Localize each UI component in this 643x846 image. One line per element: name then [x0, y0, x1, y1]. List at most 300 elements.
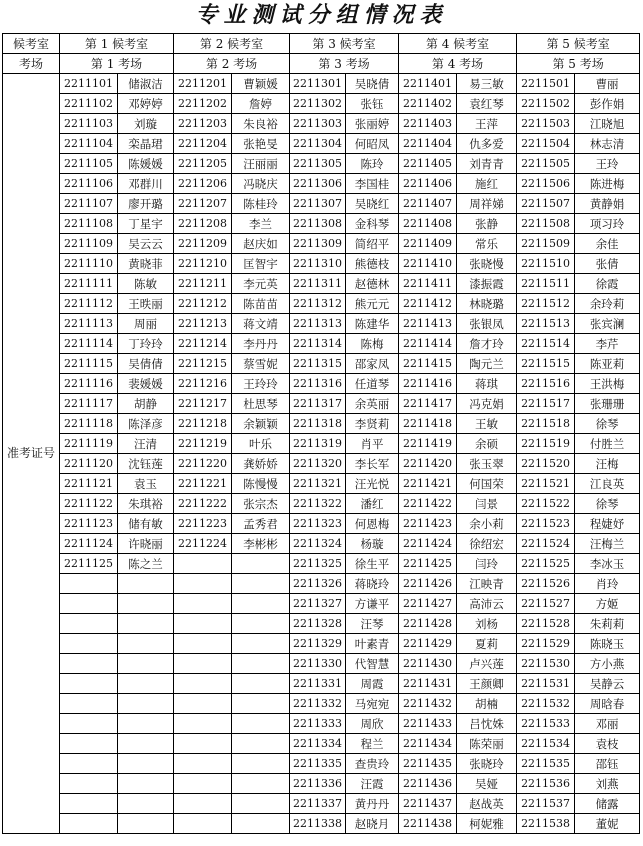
candidate-name-cell: 周欣 — [346, 714, 399, 734]
table-row — [3, 174, 640, 194]
ticket-number-cell: 2211328 — [290, 614, 346, 634]
ticket-number-cell: 2211507 — [517, 194, 575, 214]
ticket-number-cell: 2211218 — [174, 414, 232, 434]
ticket-number-cell: 2211329 — [290, 634, 346, 654]
ticket-number-cell: 2211121 — [60, 474, 118, 494]
candidate-name-cell: 吴云云 — [118, 234, 174, 254]
table-row — [3, 454, 640, 474]
ticket-number-cell: 2211528 — [517, 614, 575, 634]
candidate-name-cell: 熊德枝 — [346, 254, 399, 274]
ticket-number-cell: 2211309 — [290, 234, 346, 254]
ticket-number-cell: 2211520 — [517, 454, 575, 474]
candidate-name-cell: 匡智宇 — [232, 254, 290, 274]
candidate-name-cell: 余小莉 — [457, 514, 517, 534]
candidate-name-cell: 江映青 — [457, 574, 517, 594]
ticket-number-cell — [60, 814, 118, 834]
waiting-room-header: 第 4 候考室 — [399, 34, 517, 54]
ticket-number-cell: 2211511 — [517, 274, 575, 294]
exam-room-header: 第 4 考场 — [399, 54, 517, 74]
ticket-number-cell: 2211420 — [399, 454, 457, 474]
ticket-number-cell: 2211326 — [290, 574, 346, 594]
candidate-name-cell: 余硕 — [457, 434, 517, 454]
candidate-name-cell: 赵庆如 — [232, 234, 290, 254]
candidate-name-cell: 王颜卿 — [457, 674, 517, 694]
candidate-name-cell: 徐绍宏 — [457, 534, 517, 554]
table-row — [3, 554, 640, 574]
candidate-name-cell: 赵战英 — [457, 794, 517, 814]
ticket-number-cell: 2211110 — [60, 254, 118, 274]
ticket-number-cell: 2211101 — [60, 74, 118, 94]
candidate-name-cell: 徐琴 — [575, 494, 640, 514]
candidate-name-cell: 张珊珊 — [575, 394, 640, 414]
ticket-number-cell: 2211216 — [174, 374, 232, 394]
ticket-number-cell: 2211321 — [290, 474, 346, 494]
ticket-number-cell: 2211509 — [517, 234, 575, 254]
candidate-name-cell: 朱琪裕 — [118, 494, 174, 514]
candidate-name-cell: 柯妮雅 — [457, 814, 517, 834]
ticket-number-cell: 2211538 — [517, 814, 575, 834]
table-row — [3, 254, 640, 274]
candidate-name-cell: 蒋琪 — [457, 374, 517, 394]
candidate-name-cell — [232, 794, 290, 814]
candidate-name-cell: 黄静娟 — [575, 194, 640, 214]
ticket-number-cell: 2211116 — [60, 374, 118, 394]
ticket-number-cell: 2211510 — [517, 254, 575, 274]
ticket-number-cell: 2211404 — [399, 134, 457, 154]
candidate-name-cell: 周祥娣 — [457, 194, 517, 214]
ticket-number-cell: 2211102 — [60, 94, 118, 114]
ticket-number-cell: 2211414 — [399, 334, 457, 354]
ticket-number-cell: 2211417 — [399, 394, 457, 414]
ticket-number-cell — [60, 654, 118, 674]
candidate-name-cell: 张晓慢 — [457, 254, 517, 274]
ticket-number-cell — [60, 574, 118, 594]
candidate-name-cell: 裴媛媛 — [118, 374, 174, 394]
ticket-number-cell: 2211311 — [290, 274, 346, 294]
candidate-name-cell: 杨璇 — [346, 534, 399, 554]
ticket-number-cell: 2211327 — [290, 594, 346, 614]
ticket-number-cell: 2211416 — [399, 374, 457, 394]
table-row — [3, 234, 640, 254]
ticket-number-cell: 2211418 — [399, 414, 457, 434]
candidate-name-cell: 储有敏 — [118, 514, 174, 534]
candidate-name-cell — [232, 694, 290, 714]
ticket-number-cell: 2211310 — [290, 254, 346, 274]
candidate-name-cell: 闫景 — [457, 494, 517, 514]
candidate-name-cell: 易三敏 — [457, 74, 517, 94]
ticket-number-cell: 2211522 — [517, 494, 575, 514]
candidate-name-cell: 邓婷婷 — [118, 94, 174, 114]
candidate-name-cell: 王萍 — [457, 114, 517, 134]
candidate-name-cell — [232, 614, 290, 634]
ticket-number-cell: 2211302 — [290, 94, 346, 114]
candidate-name-cell: 陈荣丽 — [457, 734, 517, 754]
page-title: 专业测试分组情况表 — [195, 2, 448, 28]
candidate-name-cell: 刘燕 — [575, 774, 640, 794]
ticket-number-cell: 2211506 — [517, 174, 575, 194]
table-row — [3, 434, 640, 454]
candidate-name-cell — [118, 814, 174, 834]
ticket-number-cell — [60, 694, 118, 714]
candidate-name-cell: 项习玲 — [575, 214, 640, 234]
candidate-name-cell — [118, 714, 174, 734]
candidate-name-cell: 刘璇 — [118, 114, 174, 134]
candidate-name-cell: 付胜兰 — [575, 434, 640, 454]
ticket-number-cell: 2211514 — [517, 334, 575, 354]
ticket-number-cell: 2211211 — [174, 274, 232, 294]
ticket-number-cell: 2211312 — [290, 294, 346, 314]
ticket-number-cell: 2211410 — [399, 254, 457, 274]
candidate-name-cell: 马宛宛 — [346, 694, 399, 714]
ticket-number-cell: 2211518 — [517, 414, 575, 434]
candidate-name-cell: 冯克娟 — [457, 394, 517, 414]
ticket-number-cell: 2211114 — [60, 334, 118, 354]
candidate-name-cell: 张晓玲 — [457, 754, 517, 774]
ticket-number-cell: 2211428 — [399, 614, 457, 634]
candidate-name-cell: 廖开璐 — [118, 194, 174, 214]
ticket-number-cell — [174, 674, 232, 694]
table-row — [3, 574, 640, 594]
candidate-name-cell: 汪光悦 — [346, 474, 399, 494]
candidate-name-cell: 张银凤 — [457, 314, 517, 334]
candidate-name-cell: 陈桂玲 — [232, 194, 290, 214]
candidate-name-cell: 李兰 — [232, 214, 290, 234]
table-row — [3, 394, 640, 414]
candidate-name-cell: 方姬 — [575, 594, 640, 614]
ticket-number-cell: 2211107 — [60, 194, 118, 214]
ticket-number-cell: 2211531 — [517, 674, 575, 694]
candidate-name-cell — [232, 594, 290, 614]
ticket-number-cell: 2211526 — [517, 574, 575, 594]
ticket-number-cell: 2211421 — [399, 474, 457, 494]
ticket-number-cell: 2211122 — [60, 494, 118, 514]
table-row — [3, 214, 640, 234]
candidate-name-cell: 袁玉 — [118, 474, 174, 494]
table-row — [3, 594, 640, 614]
ticket-number-cell: 2211535 — [517, 754, 575, 774]
candidate-name-cell: 仇多爱 — [457, 134, 517, 154]
candidate-name-cell: 吴晓红 — [346, 194, 399, 214]
ticket-number-cell: 2211503 — [517, 114, 575, 134]
table-row — [3, 334, 640, 354]
candidate-name-cell: 汪清 — [118, 434, 174, 454]
ticket-number-cell: 2211434 — [399, 734, 457, 754]
candidate-name-cell — [118, 594, 174, 614]
waiting-room-label: 候考室 — [3, 34, 60, 54]
candidate-name-cell — [232, 754, 290, 774]
ticket-number-cell: 2211106 — [60, 174, 118, 194]
ticket-number-cell: 2211334 — [290, 734, 346, 754]
candidate-name-cell: 邵家凤 — [346, 354, 399, 374]
ticket-number-cell: 2211429 — [399, 634, 457, 654]
ticket-number-cell: 2211123 — [60, 514, 118, 534]
candidate-name-cell: 陈敏 — [118, 274, 174, 294]
table-row — [3, 674, 640, 694]
candidate-name-cell: 余玲莉 — [575, 294, 640, 314]
ticket-number-cell — [174, 754, 232, 774]
candidate-name-cell — [232, 634, 290, 654]
candidate-name-cell: 詹才玲 — [457, 334, 517, 354]
candidate-name-cell: 储淑洁 — [118, 74, 174, 94]
ticket-number-cell: 2211504 — [517, 134, 575, 154]
candidate-name-cell: 赵晓月 — [346, 814, 399, 834]
ticket-number-cell: 2211220 — [174, 454, 232, 474]
ticket-number-cell: 2211322 — [290, 494, 346, 514]
candidate-name-cell: 陈建华 — [346, 314, 399, 334]
ticket-number-cell: 2211203 — [174, 114, 232, 134]
candidate-name-cell: 陈苗苗 — [232, 294, 290, 314]
ticket-number-cell: 2211532 — [517, 694, 575, 714]
table-row — [3, 414, 640, 434]
candidate-name-cell: 卢兴莲 — [457, 654, 517, 674]
table-row — [3, 514, 640, 534]
ticket-number-cell: 2211205 — [174, 154, 232, 174]
candidate-name-cell: 陈玲 — [346, 154, 399, 174]
candidate-name-cell: 程婕妤 — [575, 514, 640, 534]
candidate-name-cell: 汪琴 — [346, 614, 399, 634]
ticket-number-cell — [174, 734, 232, 754]
candidate-name-cell: 陈泽彦 — [118, 414, 174, 434]
candidate-name-cell — [232, 574, 290, 594]
candidate-name-cell: 余颖颖 — [232, 414, 290, 434]
ticket-number-cell: 2211412 — [399, 294, 457, 314]
ticket-number-cell: 2211425 — [399, 554, 457, 574]
candidate-name-cell: 刘青青 — [457, 154, 517, 174]
candidate-name-cell: 邵钰 — [575, 754, 640, 774]
candidate-name-cell: 董妮 — [575, 814, 640, 834]
ticket-number-cell: 2211423 — [399, 514, 457, 534]
exam-room-header: 第 3 考场 — [290, 54, 399, 74]
candidate-name-cell: 常乐 — [457, 234, 517, 254]
ticket-number-cell: 2211222 — [174, 494, 232, 514]
ticket-number-cell: 2211337 — [290, 794, 346, 814]
candidate-name-cell: 张丽婷 — [346, 114, 399, 134]
candidate-name-cell: 袁红琴 — [457, 94, 517, 114]
ticket-number-cell: 2211409 — [399, 234, 457, 254]
candidate-name-cell: 熊元元 — [346, 294, 399, 314]
candidate-name-cell: 何恩梅 — [346, 514, 399, 534]
candidate-name-cell: 杜思琴 — [232, 394, 290, 414]
candidate-name-cell: 周丽 — [118, 314, 174, 334]
candidate-name-cell: 周霞 — [346, 674, 399, 694]
candidate-name-cell: 朱莉莉 — [575, 614, 640, 634]
ticket-number-cell: 2211406 — [399, 174, 457, 194]
candidate-name-cell: 栾晶珺 — [118, 134, 174, 154]
candidate-name-cell: 汪梅 — [575, 454, 640, 474]
ticket-number-cell: 2211120 — [60, 454, 118, 474]
ticket-number-cell — [174, 634, 232, 654]
ticket-number-cell: 2211208 — [174, 214, 232, 234]
ticket-number-cell: 2211308 — [290, 214, 346, 234]
candidate-name-cell: 蒋文靖 — [232, 314, 290, 334]
ticket-number-cell: 2211324 — [290, 534, 346, 554]
ticket-number-cell: 2211108 — [60, 214, 118, 234]
ticket-number-cell: 2211213 — [174, 314, 232, 334]
table-row — [3, 274, 640, 294]
table-row — [3, 774, 640, 794]
table-row — [3, 634, 640, 654]
ticket-number-cell — [60, 774, 118, 794]
ticket-number-cell: 2211201 — [174, 74, 232, 94]
candidate-name-cell — [118, 574, 174, 594]
ticket-number-cell: 2211115 — [60, 354, 118, 374]
ticket-number-cell: 2211112 — [60, 294, 118, 314]
candidate-name-cell: 徐琴 — [575, 414, 640, 434]
ticket-number-cell: 2211332 — [290, 694, 346, 714]
ticket-number-cell: 2211512 — [517, 294, 575, 314]
ticket-number-cell — [60, 634, 118, 654]
ticket-number-cell: 2211424 — [399, 534, 457, 554]
ticket-number-cell: 2211430 — [399, 654, 457, 674]
candidate-name-cell: 詹婷 — [232, 94, 290, 114]
candidate-name-cell: 黄晓菲 — [118, 254, 174, 274]
ticket-number-cell: 2211413 — [399, 314, 457, 334]
candidate-name-cell: 冯晓庆 — [232, 174, 290, 194]
candidate-name-cell: 陈亚莉 — [575, 354, 640, 374]
ticket-number-cell — [60, 754, 118, 774]
ticket-number-cell: 2211217 — [174, 394, 232, 414]
candidate-name-cell: 袁枝 — [575, 734, 640, 754]
candidate-name-cell — [232, 814, 290, 834]
candidate-name-cell: 蔡雪妮 — [232, 354, 290, 374]
ticket-number-cell: 2211315 — [290, 354, 346, 374]
candidate-name-cell: 闫玲 — [457, 554, 517, 574]
candidate-name-cell — [232, 774, 290, 794]
waiting-room-header: 第 3 候考室 — [290, 34, 399, 54]
candidate-name-cell: 林晓璐 — [457, 294, 517, 314]
ticket-number-cell — [174, 714, 232, 734]
table-row — [3, 814, 640, 834]
candidate-name-cell: 丁玲玲 — [118, 334, 174, 354]
ticket-number-cell: 2211427 — [399, 594, 457, 614]
candidate-name-cell: 陈之兰 — [118, 554, 174, 574]
ticket-number-cell: 2211405 — [399, 154, 457, 174]
ticket-number-cell: 2211316 — [290, 374, 346, 394]
candidate-name-cell: 江晓旭 — [575, 114, 640, 134]
ticket-number-cell: 2211524 — [517, 534, 575, 554]
candidate-name-cell: 张倩 — [575, 254, 640, 274]
ticket-number-cell: 2211402 — [399, 94, 457, 114]
ticket-number-cell: 2211527 — [517, 594, 575, 614]
ticket-number-cell: 2211437 — [399, 794, 457, 814]
candidate-name-cell — [118, 654, 174, 674]
ticket-number-cell: 2211419 — [399, 434, 457, 454]
candidate-name-cell: 王玲 — [575, 154, 640, 174]
table-row — [3, 614, 640, 634]
candidate-name-cell: 代智慧 — [346, 654, 399, 674]
candidate-name-cell — [118, 794, 174, 814]
ticket-number-cell: 2211401 — [399, 74, 457, 94]
table-row — [3, 534, 640, 554]
candidate-name-cell: 徐霞 — [575, 274, 640, 294]
ticket-number-cell: 2211209 — [174, 234, 232, 254]
ticket-number-cell: 2211331 — [290, 674, 346, 694]
ticket-number-cell: 2211118 — [60, 414, 118, 434]
candidate-name-cell: 余佳 — [575, 234, 640, 254]
ticket-number-cell: 2211515 — [517, 354, 575, 374]
candidate-name-cell: 张艳旻 — [232, 134, 290, 154]
candidate-name-cell: 何国荣 — [457, 474, 517, 494]
candidate-name-cell: 简绍平 — [346, 234, 399, 254]
ticket-number-cell: 2211408 — [399, 214, 457, 234]
ticket-number-cell — [60, 734, 118, 754]
ticket-number-cell: 2211319 — [290, 434, 346, 454]
candidate-name-cell — [118, 734, 174, 754]
candidate-name-cell: 刘杨 — [457, 614, 517, 634]
candidate-name-cell: 江良英 — [575, 474, 640, 494]
candidate-name-cell — [232, 674, 290, 694]
ticket-number-cell — [174, 554, 232, 574]
ticket-number-cell: 2211125 — [60, 554, 118, 574]
candidate-name-cell: 丁星宇 — [118, 214, 174, 234]
ticket-number-cell: 2211525 — [517, 554, 575, 574]
ticket-number-cell: 2211303 — [290, 114, 346, 134]
ticket-number-cell: 2211537 — [517, 794, 575, 814]
ticket-number-cell: 2211330 — [290, 654, 346, 674]
table-row — [3, 474, 640, 494]
ticket-number-cell — [60, 594, 118, 614]
ticket-number-cell: 2211333 — [290, 714, 346, 734]
ticket-number-cell: 2211219 — [174, 434, 232, 454]
candidate-name-cell: 张钰 — [346, 94, 399, 114]
candidate-name-cell — [118, 754, 174, 774]
ticket-number-cell — [174, 774, 232, 794]
table-row — [3, 694, 640, 714]
candidate-name-cell: 朱良裕 — [232, 114, 290, 134]
grouping-table — [2, 33, 640, 834]
candidate-name-cell: 张宾澜 — [575, 314, 640, 334]
candidate-name-cell: 邓丽 — [575, 714, 640, 734]
candidate-name-cell: 许晓丽 — [118, 534, 174, 554]
candidate-name-cell: 任道琴 — [346, 374, 399, 394]
ticket-number-cell — [174, 814, 232, 834]
ticket-number-cell: 2211323 — [290, 514, 346, 534]
candidate-name-cell: 李贤莉 — [346, 414, 399, 434]
ticket-number-cell: 2211517 — [517, 394, 575, 414]
exam-room-header: 第 1 考场 — [60, 54, 174, 74]
ticket-number-cell: 2211407 — [399, 194, 457, 214]
ticket-number-cell: 2211335 — [290, 754, 346, 774]
candidate-name-cell — [118, 634, 174, 654]
candidate-name-cell: 李冰玉 — [575, 554, 640, 574]
exam-room-header: 第 5 考场 — [517, 54, 640, 74]
table-row — [3, 354, 640, 374]
ticket-number-cell — [174, 594, 232, 614]
candidate-name-cell: 施红 — [457, 174, 517, 194]
table-row — [3, 114, 640, 134]
ticket-number-cell: 2211304 — [290, 134, 346, 154]
header-row-waiting — [3, 34, 640, 54]
table-row — [3, 74, 640, 94]
candidate-name-cell: 何昭凤 — [346, 134, 399, 154]
table-row — [3, 494, 640, 514]
candidate-name-cell: 王洪梅 — [575, 374, 640, 394]
candidate-name-cell: 黄丹丹 — [346, 794, 399, 814]
candidate-name-cell: 余英丽 — [346, 394, 399, 414]
ticket-number-cell: 2211530 — [517, 654, 575, 674]
exam-room-label: 考场 — [3, 54, 60, 74]
table-row — [3, 374, 640, 394]
ticket-number-cell — [60, 614, 118, 634]
candidate-name-cell: 陈媛媛 — [118, 154, 174, 174]
candidate-name-cell: 李丹丹 — [232, 334, 290, 354]
table-row — [3, 314, 640, 334]
ticket-number-cell: 2211431 — [399, 674, 457, 694]
candidate-name-cell: 储露 — [575, 794, 640, 814]
candidate-name-cell: 赵德林 — [346, 274, 399, 294]
candidate-name-cell: 汪丽丽 — [232, 154, 290, 174]
ticket-number-cell: 2211529 — [517, 634, 575, 654]
